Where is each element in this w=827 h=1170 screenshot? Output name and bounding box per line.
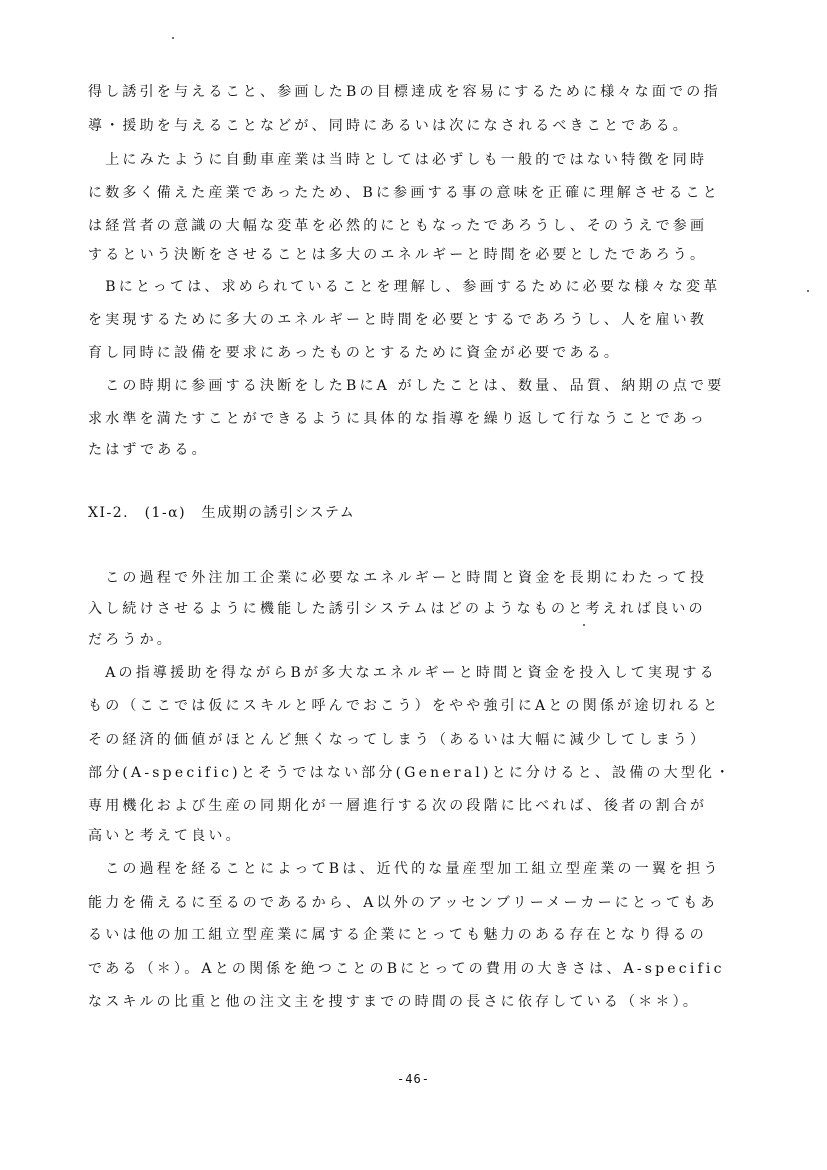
text-line: るいは他の加工組立型産業に属する企業にとっても魅力のある存在となり得るの — [88, 927, 707, 943]
text-line: だろうか。 — [88, 632, 174, 648]
text-line: 高いと考えて良い。 — [88, 828, 243, 844]
text-line: 上にみたように自動車産業は当時としては必ずしも一般的ではない特徴を同時 — [88, 152, 708, 168]
text-line: この時期に参画する決断をしたBにA がしたことは、数量、品質、納期の点で要 — [88, 378, 725, 394]
text-line: 導・援助を与えることなどが、同時にあるいは次になされるべきことである。 — [88, 118, 690, 134]
text-line: 入し続けさせるように機能した誘引システムはどのようなものと考えれば良いの — [88, 601, 706, 617]
text-line: 育し同時に設備を要求にあったものとするために資金が必要である。 — [88, 345, 622, 361]
text-line: するという決断をさせることは多大のエネルギーと時間を必要としたであろう。 — [88, 247, 708, 263]
text-line: その経済的価値がほとんど無くなってしまう（あるいは大幅に減少してしまう） — [88, 732, 708, 748]
text-line: 求水準を満たすことができるように具体的な指導を繰り返して行なうことであっ — [88, 411, 708, 427]
text-line: である（＊）。Aとの関係を絶つことのBにとっての費用の大きさは、A-specific — [88, 961, 725, 977]
text-line: 得し誘引を与えること、参画したBの目標達成を容易にするために様々な面での指 — [88, 84, 721, 100]
scan-speck — [807, 290, 809, 292]
text-line: を実現するために多大のエネルギーと時間を必要とするであろうし、人を雇い教 — [88, 312, 708, 328]
scan-speck — [583, 624, 585, 626]
text-line: 専用機化および生産の同期化が一層進行する次の段階に比べれば、後者の割合が — [88, 798, 708, 814]
text-line: に数多く備えた産業であったため、Bに参画する事の意味を正確に理解させること — [88, 185, 720, 201]
text-line: なスキルの比重と他の注文主を捜すまでの時間の長さに依存している（＊＊）。 — [88, 994, 701, 1010]
text-line: は経営者の意識の大幅な変革を必然的にともなったであろうし、そのうえで参画 — [88, 218, 708, 234]
text-line: この過程を経ることによってBは、近代的な量産型加工組立型産業の一翼を担う — [88, 861, 721, 877]
text-line: 部分(A-specific)とそうではない部分(General)とに分けると、設備の大型化・ — [88, 765, 733, 781]
text-line: もの（ここでは仮にスキルと呼んでおこう）をやや強引にAとの関係が途切れると — [88, 698, 721, 714]
text-line: 能力を備えるに至るのであるから、A以外のアッセンブリーメーカーにとってもあ — [88, 895, 718, 911]
text-line: たはずである。 — [88, 442, 209, 458]
section-heading: XI-2. (1-α) 生成期の誘引システム — [88, 505, 356, 521]
text-line: この過程で外注加工企業に必要なエネルギーと時間と資金を長期にわたって投 — [88, 570, 708, 586]
text-line: Aの指導援助を得ながらBが多大なエネルギーと時間と資金を投入して実現する — [88, 665, 717, 681]
scan-speck — [172, 37, 174, 39]
page-number: -46- — [397, 1072, 430, 1086]
text-line: Bにとっては、求められていることを理解し、参画するために必要な様々な変革 — [88, 279, 721, 295]
